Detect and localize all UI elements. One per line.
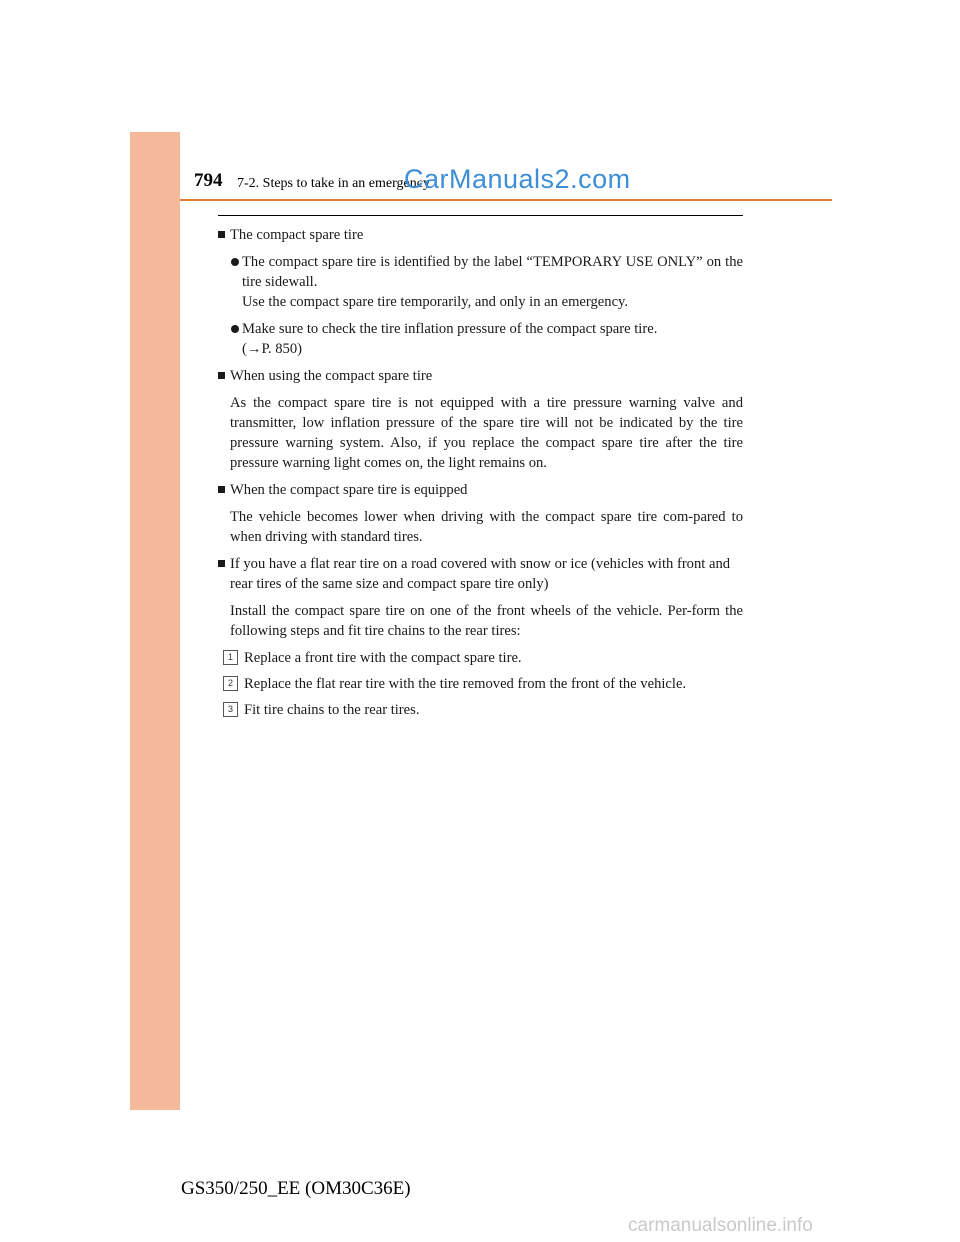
heading-text: The compact spare tire [230, 227, 364, 243]
step-text: Replace a front tire with the compact spare tire. [244, 650, 522, 666]
heading-text: When using the compact spare tire [230, 368, 433, 384]
bullet-text: Use the compact spare tire temporarily, and only in an emergency. [242, 294, 629, 310]
page-content [218, 225, 743, 726]
chapter-tab-bar [130, 132, 180, 1110]
header-rule [180, 199, 832, 201]
step-item [218, 674, 743, 694]
bullet-label-info [218, 252, 743, 312]
content-rule [218, 215, 743, 216]
square-bullet-icon [218, 231, 225, 238]
bullet-text: The compact spare tire is identified by the label “TEMPORARY USE ONLY” on the tire sidewall. [242, 254, 743, 290]
heading-text: If you have a flat rear tire on a road covered with snow or ice (vehicles with front and rear tires of the same size and compact spare tire only) [230, 556, 731, 592]
footer-model-code: GS350/250_EE (OM30C36E) [181, 1178, 411, 1199]
page-reference-link[interactable]: (→P. 850) [242, 341, 302, 357]
step-text: Fit tire chains to the rear tires. [244, 702, 420, 718]
square-bullet-icon [218, 560, 225, 567]
square-bullet-icon [218, 372, 225, 379]
step-text: Replace the flat rear tire with the tire removed from the front of the vehicle. [244, 676, 687, 692]
bullet-pressure-check [218, 319, 743, 359]
heading-compact-spare-tire [218, 225, 743, 245]
round-bullet-icon [231, 258, 239, 266]
step-number-box: 1 [223, 650, 238, 665]
round-bullet-icon [231, 325, 239, 333]
step-number-box: 2 [223, 676, 238, 691]
heading-flat-rear-tire [218, 554, 743, 594]
bullet-text: Make sure to check the tire inflation pressure of the compact spare tire. [242, 321, 658, 337]
paragraph-flat-rear-tire: Install the compact spare tire on one of the front wheels of the vehicle. Per-form the following steps and fit tire chains to the rear tires: [230, 603, 743, 639]
watermark-logo: CarManuals2.com [404, 164, 631, 194]
square-bullet-icon [218, 486, 225, 493]
page-number: 794 [194, 170, 223, 191]
heading-text: When the compact spare tire is equipped [230, 482, 468, 498]
section-title: 7-2. Steps to take in an emergency [237, 176, 430, 191]
step-number-box: 3 [223, 702, 238, 717]
paragraph-using-spare: As the compact spare tire is not equipped with a tire pressure warning valve and transmitter, low inflation pressure of the spare tire will not be indicated by the tire pressure warning system. Also, if you replace the compact spare tire after the tire pressure warning light comes on, the light remains on. [230, 395, 743, 471]
step-item [218, 700, 743, 720]
footer-watermark: carmanualsonline.info [628, 1215, 813, 1236]
step-item [218, 648, 743, 668]
heading-using-spare [218, 366, 743, 386]
heading-spare-equipped [218, 480, 743, 500]
paragraph-spare-equipped: The vehicle becomes lower when driving with the compact spare tire com-pared to when driving with standard tires. [230, 509, 743, 545]
